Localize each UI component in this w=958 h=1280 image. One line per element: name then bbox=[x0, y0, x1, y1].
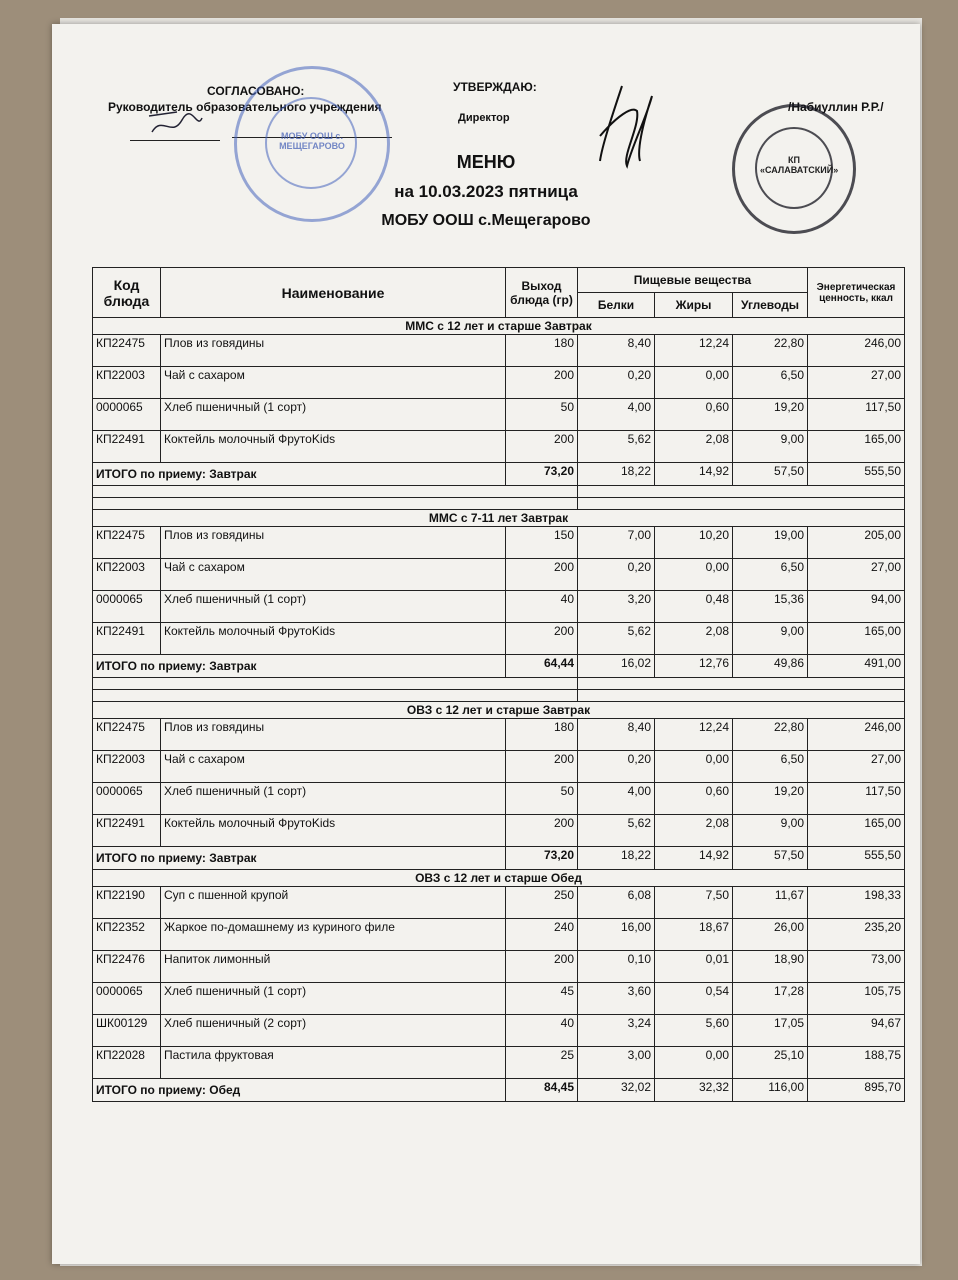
table-row bbox=[93, 751, 905, 783]
dish-energy: 165,00 bbox=[808, 815, 905, 847]
dish-energy: 165,00 bbox=[808, 623, 905, 655]
dish-code: КП22352 bbox=[93, 919, 161, 951]
dish-carbs: 11,67 bbox=[733, 887, 808, 919]
empty-row bbox=[93, 690, 905, 702]
dish-output: 40 bbox=[506, 1015, 578, 1047]
total-label: ИТОГО по приему: Завтрак bbox=[93, 847, 506, 870]
total-label: ИТОГО по приему: Обед bbox=[93, 1079, 506, 1102]
dish-name: Коктейль молочный ФрутоKids bbox=[161, 431, 506, 463]
total-output: 64,44 bbox=[506, 655, 578, 678]
dish-name: Плов из говядины bbox=[161, 335, 506, 367]
dish-name: Коктейль молочный ФрутоKids bbox=[161, 623, 506, 655]
dish-energy: 94,00 bbox=[808, 591, 905, 623]
total-fat: 12,76 bbox=[655, 655, 733, 678]
section-title: ММС с 12 лет и старше Завтрак bbox=[93, 318, 905, 335]
table-row bbox=[93, 1047, 905, 1079]
dish-carbs: 25,10 bbox=[733, 1047, 808, 1079]
col-name-header: Наименование bbox=[161, 268, 506, 318]
dish-output: 200 bbox=[506, 951, 578, 983]
total-energy: 555,50 bbox=[808, 847, 905, 870]
dish-output: 200 bbox=[506, 623, 578, 655]
menu-title: МЕНЮ bbox=[456, 152, 516, 172]
dish-protein: 16,00 bbox=[578, 919, 655, 951]
dish-protein: 0,10 bbox=[578, 951, 655, 983]
dish-energy: 165,00 bbox=[808, 431, 905, 463]
dish-code: КП22475 bbox=[93, 335, 161, 367]
dish-code: КП22476 bbox=[93, 951, 161, 983]
col-protein-header: Белки bbox=[578, 293, 655, 318]
dish-energy: 27,00 bbox=[808, 751, 905, 783]
dish-carbs: 26,00 bbox=[733, 919, 808, 951]
dish-name: Плов из говядины bbox=[161, 719, 506, 751]
dish-protein: 0,20 bbox=[578, 367, 655, 399]
dish-fat: 0,00 bbox=[655, 559, 733, 591]
director-name: /Набиуллин Р.Р./ bbox=[788, 100, 884, 114]
dish-name: Плов из говядины bbox=[161, 527, 506, 559]
dish-energy: 27,00 bbox=[808, 559, 905, 591]
dish-energy: 94,67 bbox=[808, 1015, 905, 1047]
dish-carbs: 9,00 bbox=[733, 815, 808, 847]
dish-name: Хлеб пшеничный (2 сорт) bbox=[161, 1015, 506, 1047]
total-energy: 555,50 bbox=[808, 463, 905, 486]
signature-agreed bbox=[147, 110, 207, 140]
dish-fat: 0,48 bbox=[655, 591, 733, 623]
dish-code: КП22475 bbox=[93, 527, 161, 559]
total-fat: 14,92 bbox=[655, 463, 733, 486]
dish-name: Хлеб пшеничный (1 сорт) bbox=[161, 783, 506, 815]
dish-output: 250 bbox=[506, 887, 578, 919]
dish-carbs: 18,90 bbox=[733, 951, 808, 983]
dish-carbs: 6,50 bbox=[733, 751, 808, 783]
table-row bbox=[93, 887, 905, 919]
section-header-row bbox=[93, 318, 905, 335]
dish-name: Хлеб пшеничный (1 сорт) bbox=[161, 591, 506, 623]
dish-energy: 27,00 bbox=[808, 367, 905, 399]
dish-fat: 18,67 bbox=[655, 919, 733, 951]
section-title: ММС с 7-11 лет Завтрак bbox=[93, 510, 905, 527]
dish-fat: 0,60 bbox=[655, 399, 733, 431]
total-row bbox=[93, 655, 905, 678]
total-row bbox=[93, 463, 905, 486]
dish-code: КП22475 bbox=[93, 719, 161, 751]
dish-carbs: 19,20 bbox=[733, 399, 808, 431]
dish-code: 0000065 bbox=[93, 783, 161, 815]
dish-code: 0000065 bbox=[93, 983, 161, 1015]
empty-cell bbox=[578, 498, 905, 510]
dish-fat: 0,60 bbox=[655, 783, 733, 815]
total-fat: 14,92 bbox=[655, 847, 733, 870]
menu-date: на 10.03.2023 пятница bbox=[394, 182, 578, 201]
company-stamp-text: КП «САЛАВАТСКИЙ» bbox=[760, 155, 839, 175]
dish-fat: 0,54 bbox=[655, 983, 733, 1015]
dish-energy: 198,33 bbox=[808, 887, 905, 919]
agreed-label: СОГЛАСОВАНО: bbox=[207, 84, 305, 98]
dish-fat: 12,24 bbox=[655, 719, 733, 751]
table-header-row bbox=[93, 268, 905, 293]
approve-role: Директор bbox=[458, 112, 510, 124]
col-nutrients-header: Пищевые вещества bbox=[578, 268, 808, 293]
dish-name: Чай с сахаром bbox=[161, 751, 506, 783]
empty-row bbox=[93, 486, 905, 498]
dish-protein: 6,08 bbox=[578, 887, 655, 919]
dish-carbs: 19,20 bbox=[733, 783, 808, 815]
dish-protein: 3,60 bbox=[578, 983, 655, 1015]
dish-carbs: 6,50 bbox=[733, 367, 808, 399]
dish-energy: 246,00 bbox=[808, 335, 905, 367]
total-output: 84,45 bbox=[506, 1079, 578, 1102]
dish-code: КП22003 bbox=[93, 559, 161, 591]
dish-protein: 4,00 bbox=[578, 399, 655, 431]
dish-carbs: 9,00 bbox=[733, 431, 808, 463]
dish-code: 0000065 bbox=[93, 399, 161, 431]
dish-output: 50 bbox=[506, 783, 578, 815]
dish-fat: 7,50 bbox=[655, 887, 733, 919]
dish-name: Жаркое по-домашнему из куриного филе bbox=[161, 919, 506, 951]
dish-output: 200 bbox=[506, 431, 578, 463]
dish-name: Пастила фруктовая bbox=[161, 1047, 506, 1079]
dish-protein: 5,62 bbox=[578, 431, 655, 463]
dish-protein: 3,00 bbox=[578, 1047, 655, 1079]
dish-energy: 188,75 bbox=[808, 1047, 905, 1079]
school-stamp-text: МОБУ ООШ с. МЕЩЕГАРОВО bbox=[279, 131, 345, 151]
empty-cell bbox=[93, 498, 578, 510]
table-row bbox=[93, 399, 905, 431]
section-header-row bbox=[93, 510, 905, 527]
total-protein: 18,22 bbox=[578, 463, 655, 486]
dish-output: 240 bbox=[506, 919, 578, 951]
table-row bbox=[93, 335, 905, 367]
total-protein: 16,02 bbox=[578, 655, 655, 678]
dish-fat: 0,01 bbox=[655, 951, 733, 983]
empty-cell bbox=[578, 690, 905, 702]
total-energy: 895,70 bbox=[808, 1079, 905, 1102]
dish-carbs: 6,50 bbox=[733, 559, 808, 591]
dish-protein: 7,00 bbox=[578, 527, 655, 559]
dish-protein: 3,24 bbox=[578, 1015, 655, 1047]
table-row bbox=[93, 559, 905, 591]
total-row bbox=[93, 847, 905, 870]
total-carbs: 116,00 bbox=[733, 1079, 808, 1102]
dish-name: Чай с сахаром bbox=[161, 367, 506, 399]
total-fat: 32,32 bbox=[655, 1079, 733, 1102]
dish-energy: 246,00 bbox=[808, 719, 905, 751]
dish-protein: 4,00 bbox=[578, 783, 655, 815]
section-header-row bbox=[93, 702, 905, 719]
table-row bbox=[93, 527, 905, 559]
table-row bbox=[93, 983, 905, 1015]
agreed-role: Руководитель образовательного учреждения bbox=[108, 100, 382, 114]
dish-carbs: 22,80 bbox=[733, 719, 808, 751]
col-output-header: Выход блюда (гр) bbox=[506, 268, 578, 318]
dish-name: Хлеб пшеничный (1 сорт) bbox=[161, 983, 506, 1015]
menu-table bbox=[92, 267, 905, 1102]
dish-fat: 12,24 bbox=[655, 335, 733, 367]
dish-energy: 205,00 bbox=[808, 527, 905, 559]
table-row bbox=[93, 431, 905, 463]
dish-carbs: 17,05 bbox=[733, 1015, 808, 1047]
table-row bbox=[93, 951, 905, 983]
dish-protein: 8,40 bbox=[578, 335, 655, 367]
dish-energy: 73,00 bbox=[808, 951, 905, 983]
dish-name: Напиток лимонный bbox=[161, 951, 506, 983]
empty-row bbox=[93, 678, 905, 690]
total-carbs: 57,50 bbox=[733, 463, 808, 486]
dish-protein: 0,20 bbox=[578, 751, 655, 783]
dish-code: КП22003 bbox=[93, 367, 161, 399]
col-code-header: Код блюда bbox=[93, 268, 161, 318]
table-row bbox=[93, 591, 905, 623]
dish-protein: 8,40 bbox=[578, 719, 655, 751]
dish-code: ШК00129 bbox=[93, 1015, 161, 1047]
dish-energy: 117,50 bbox=[808, 399, 905, 431]
total-protein: 32,02 bbox=[578, 1079, 655, 1102]
dish-output: 200 bbox=[506, 559, 578, 591]
total-label: ИТОГО по приему: Завтрак bbox=[93, 463, 506, 486]
table-row bbox=[93, 367, 905, 399]
dish-code: КП22028 bbox=[93, 1047, 161, 1079]
dish-code: КП22190 bbox=[93, 887, 161, 919]
dish-output: 150 bbox=[506, 527, 578, 559]
dish-fat: 0,00 bbox=[655, 367, 733, 399]
school-name: МОБУ ООШ с.Мещегарово bbox=[381, 212, 591, 229]
dish-fat: 0,00 bbox=[655, 751, 733, 783]
dish-output: 200 bbox=[506, 815, 578, 847]
dish-fat: 10,20 bbox=[655, 527, 733, 559]
dish-output: 180 bbox=[506, 719, 578, 751]
empty-cell bbox=[578, 486, 905, 498]
dish-protein: 0,20 bbox=[578, 559, 655, 591]
col-carbs-header: Углеводы bbox=[733, 293, 808, 318]
dish-carbs: 17,28 bbox=[733, 983, 808, 1015]
dish-carbs: 9,00 bbox=[733, 623, 808, 655]
signature-line-left bbox=[130, 140, 220, 141]
dish-name: Чай с сахаром bbox=[161, 559, 506, 591]
total-output: 73,20 bbox=[506, 847, 578, 870]
empty-cell bbox=[578, 678, 905, 690]
dish-output: 40 bbox=[506, 591, 578, 623]
dish-fat: 2,08 bbox=[655, 623, 733, 655]
total-carbs: 49,86 bbox=[733, 655, 808, 678]
empty-cell bbox=[93, 486, 578, 498]
dish-fat: 5,60 bbox=[655, 1015, 733, 1047]
dish-carbs: 22,80 bbox=[733, 335, 808, 367]
dish-output: 50 bbox=[506, 399, 578, 431]
total-energy: 491,00 bbox=[808, 655, 905, 678]
approve-label: УТВЕРЖДАЮ: bbox=[453, 80, 537, 94]
dish-name: Хлеб пшеничный (1 сорт) bbox=[161, 399, 506, 431]
total-protein: 18,22 bbox=[578, 847, 655, 870]
dish-output: 200 bbox=[506, 751, 578, 783]
empty-row bbox=[93, 498, 905, 510]
col-fat-header: Жиры bbox=[655, 293, 733, 318]
total-row bbox=[93, 1079, 905, 1102]
dish-output: 45 bbox=[506, 983, 578, 1015]
table-row bbox=[93, 623, 905, 655]
dish-protein: 5,62 bbox=[578, 815, 655, 847]
dish-code: КП22491 bbox=[93, 815, 161, 847]
dish-protein: 5,62 bbox=[578, 623, 655, 655]
dish-code: 0000065 bbox=[93, 591, 161, 623]
total-label: ИТОГО по приему: Завтрак bbox=[93, 655, 506, 678]
section-title: ОВЗ с 12 лет и старше Завтрак bbox=[93, 702, 905, 719]
dish-fat: 0,00 bbox=[655, 1047, 733, 1079]
empty-cell bbox=[93, 678, 578, 690]
dish-fat: 2,08 bbox=[655, 431, 733, 463]
dish-carbs: 19,00 bbox=[733, 527, 808, 559]
dish-code: КП22003 bbox=[93, 751, 161, 783]
dish-protein: 3,20 bbox=[578, 591, 655, 623]
table-row bbox=[93, 719, 905, 751]
section-header-row bbox=[93, 870, 905, 887]
dish-energy: 105,75 bbox=[808, 983, 905, 1015]
table-row bbox=[93, 919, 905, 951]
table-row bbox=[93, 783, 905, 815]
total-output: 73,20 bbox=[506, 463, 578, 486]
dish-code: КП22491 bbox=[93, 623, 161, 655]
dish-output: 200 bbox=[506, 367, 578, 399]
dish-output: 180 bbox=[506, 335, 578, 367]
dish-name: Коктейль молочный ФрутоKids bbox=[161, 815, 506, 847]
table-row bbox=[93, 815, 905, 847]
total-carbs: 57,50 bbox=[733, 847, 808, 870]
menu-table-body bbox=[93, 318, 905, 1102]
menu-document bbox=[52, 24, 920, 1264]
dish-fat: 2,08 bbox=[655, 815, 733, 847]
dish-code: КП22491 bbox=[93, 431, 161, 463]
dish-output: 25 bbox=[506, 1047, 578, 1079]
table-row bbox=[93, 1015, 905, 1047]
section-title: ОВЗ с 12 лет и старше Обед bbox=[93, 870, 905, 887]
empty-cell bbox=[93, 690, 578, 702]
dish-name: Суп с пшенной крупой bbox=[161, 887, 506, 919]
col-energy-header: Энергетическая ценность, ккал bbox=[808, 268, 905, 318]
dish-carbs: 15,36 bbox=[733, 591, 808, 623]
dish-energy: 117,50 bbox=[808, 783, 905, 815]
dish-energy: 235,20 bbox=[808, 919, 905, 951]
